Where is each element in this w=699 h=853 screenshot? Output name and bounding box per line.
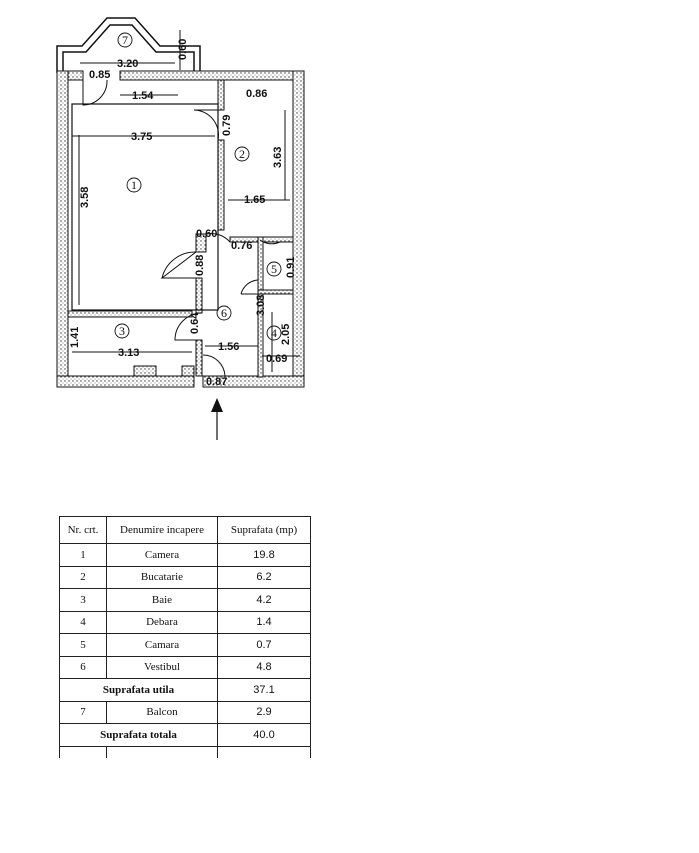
dim-entrance-door: 0.87 [206,376,228,388]
dim-room1-width: 3.75 [131,131,153,143]
area-table [59,516,311,758]
room-3-number: 3 [119,324,125,338]
row-area: 4.2 [218,589,311,612]
subtotal-area: 37.1 [218,679,311,702]
dim-0-60-door: 0.60 [196,228,218,240]
room-1-number: 1 [131,178,137,192]
area-table-container [59,516,313,758]
dim-0-91: 0.91 [285,256,297,278]
total-area: 40.0 [218,724,311,747]
row-area: 6.2 [218,566,311,589]
dim-door-0-85: 0.85 [89,69,111,81]
total-row [60,724,311,747]
balcony-name: Balcon [107,701,218,724]
dim-0-64: 0.64 [189,312,201,334]
dim-1-54: 1.54 [132,90,154,102]
table-row [60,611,311,634]
balcony-area: 2.9 [218,701,311,724]
table-header-row [60,517,311,544]
table-row [60,634,311,657]
room-6-number: 6 [221,306,227,320]
row-area: 19.8 [218,544,311,567]
room-4-number: 4 [271,326,277,340]
row-nr: 4 [60,611,107,634]
dim-balcony-width: 3.20 [117,58,139,70]
dimension-lines [72,30,300,372]
dim-0-88: 0.88 [194,254,206,276]
row-area: 4.8 [218,656,311,679]
header-nr: Nr. crt. [60,517,107,544]
subtotal-label: Suprafata utila [60,679,218,702]
header-area: Suprafata (mp) [218,517,311,544]
dim-room2-length: 3.63 [272,146,284,168]
room-7-number: 7 [122,33,128,47]
dim-0-69: 0.69 [266,353,288,365]
door-swings [83,80,280,376]
dim-1-41: 1.41 [69,326,81,348]
row-area: 0.7 [218,634,311,657]
cut-off-row [60,746,311,758]
room-2-number: 2 [239,147,245,161]
table-row [60,566,311,589]
dim-1-56: 1.56 [218,341,240,353]
row-nr: 2 [60,566,107,589]
dim-room2-width: 1.65 [244,194,266,206]
table-row [60,589,311,612]
row-name: Baie [107,589,218,612]
dim-room1-length: 3.58 [79,186,91,208]
row-name: Camara [107,634,218,657]
dim-2-05: 2.05 [280,323,292,345]
subtotal-row [60,679,311,702]
balcony-row [60,701,311,724]
room-5-number: 5 [271,262,277,276]
table-row [60,544,311,567]
row-name: Camera [107,544,218,567]
dim-3-08: 3.08 [255,294,267,316]
header-name: Denumire incapere [107,517,218,544]
dim-balcony-depth: 0.60 [177,38,189,60]
row-nr: 6 [60,656,107,679]
dim-0-76: 0.76 [231,240,253,252]
balcony-nr: 7 [60,701,107,724]
row-name: Bucatarie [107,566,218,589]
row-area: 1.4 [218,611,311,634]
row-nr: 3 [60,589,107,612]
total-label: Suprafata totala [60,724,218,747]
entrance-arrow [211,398,223,440]
row-name: Debara [107,611,218,634]
row-nr: 1 [60,544,107,567]
dim-0-86: 0.86 [246,88,268,100]
row-name: Vestibul [107,656,218,679]
interior-walls [68,80,293,377]
row-nr: 5 [60,634,107,657]
table-row [60,656,311,679]
dim-room3-width: 3.13 [118,347,140,359]
dim-0-79: 0.79 [221,114,233,136]
